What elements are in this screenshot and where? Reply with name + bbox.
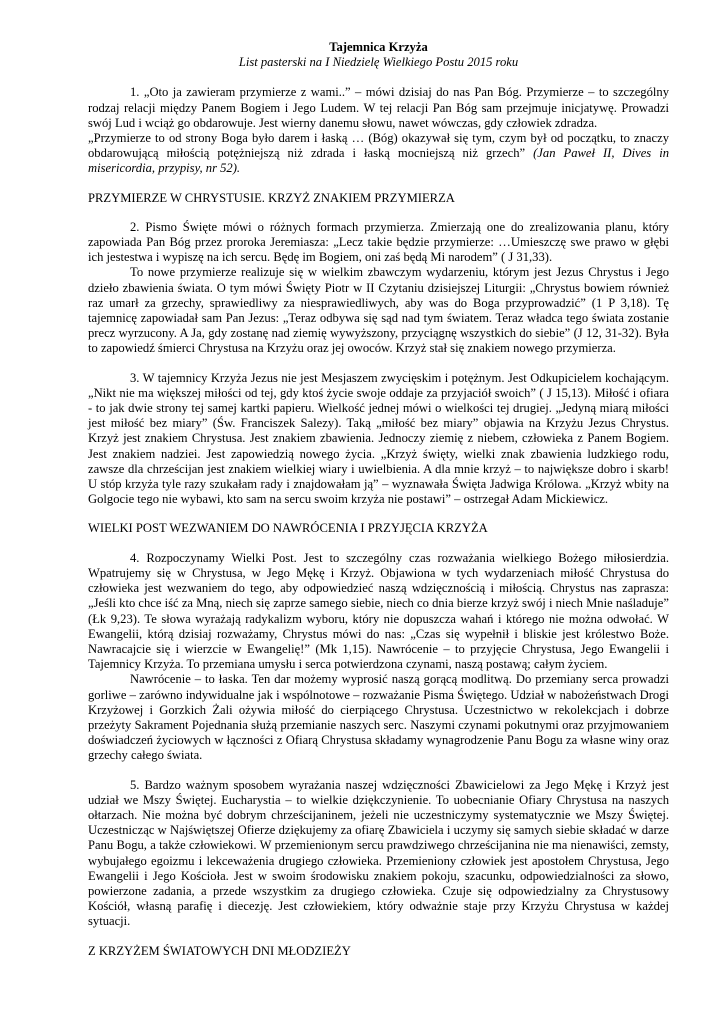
paragraph-3: 3. W tajemnicy Krzyża Jezus nie jest Mesjaszem zwycięskim i potężnym. Jest Odkupicielem kochającym. „Nikt nie ma większej miłości od tej, gdy ktoś życie swoje oddaje za przyjaciół swoich” ( J 15,13). Miłość i ofiara - to jak dwie strony tej samej kartki papieru. Wielkość jednej mówi o wielkości tej drugiej. „Jedyną miarą miłości jest miłość bez miary” (Św. Franciszek Salezy). Taką „miłość bez miary” objawia na Krzyżu Jezus Chrystus. Krzyż jest znakiem Chrystusa. Jest znakiem zbawienia. Jednoczy ziemię z niebem, człowieka z Panem Bogiem. Jest znakiem nadziei. Jest zapowiedzią nowego życia. „Krzyż święty, wielki znak zbawienia ludzkiego rodu, zawsze dla chrześcijan jest znakiem wielkiej wiary i uwielbienia. A dla mnie krzyż – to największe dobro i skarb! U stóp krzyża tyle razy szukałam rady i znajdowałam ją” – wyznawała Święta Jadwiga Królowa. „Krzyż wbity na Golgocie tego nie wybawi, kto sam na sercu swoim krzyża nie postawi” – ostrzegał Adam Mickiewicz. [88, 370, 669, 507]
document-subtitle: List pasterski na I Niedzielę Wielkiego Postu 2015 roku [238, 55, 519, 70]
paragraph-4: 4. Rozpoczynamy Wielki Post. Jest to szczególny czas rozważania wielkiego Bożego miłosierdzia. Wpatrujemy się w Chrystusa, w Jego Mękę i Krzyż. Objawiona w tych wydarzeniach miłość Chrystusa do człowieka jest wezwaniem do tego, aby odpowiedzieć naszą wdzięcznością i miłością. Chrystus nas zaprasza: „Jeśli kto chce iść za Mną, niech się zaprze samego siebie, niech co dnia bierze krzyż swój i niech Mnie naśladuje” (Łk 9,23). Te słowa wyrażają radykalizm wyboru, który nie dopuszcza wahań i którego nie można odwołać. W Ewangelii, którą dzisiaj rozważamy, Chrystus mówi do nas: „Czas się wypełnił i bliskie jest królestwo Boże. Nawracajcie się i wierzcie w Ewangelię!” (Mk 1,15). Nawrócenie – to przyjęcie Chrystusa, Jego Ewangelii i Tajemnicy Krzyża. To przemiana umysłu i serca potwierdzona czynami, naszą postawą; całym życiem. [88, 550, 669, 672]
paragraph-2b: To nowe przymierze realizuje się w wielkim zbawczym wydarzeniu, którym jest Jezus Chrystus i Jego dzieło zbawienia świata. O tym mówi Święty Piotr w II Czytaniu dzisiejszej Liturgii: „Chrystus bowiem również raz umarł za grzechy, sprawiedliwy za niesprawiedliwych, aby was do Boga przyprowadzić” (1 P 3,18). Tę tajemnicę zapowiadał sam Pan Jezus: „Teraz odbywa się sąd nad tym światem. Teraz władca tego świata zostanie precz wyrzucony. A Ja, gdy zostanę nad ziemię wywyższony, przyciągnę wszystkich do siebie” (J 12, 31-32). Była to zapowiedź śmierci Chrystusa na Krzyżu oraz jej owoców. Krzyż stał się znakiem nowego przymierza. [88, 265, 669, 356]
document-title: Tajemnica Krzyża [329, 40, 428, 54]
quote-citation: (Jan Paweł II, Dives in misericordia, przypisy, nr 52). [88, 146, 670, 176]
paragraph-1-quote [88, 131, 669, 177]
section-heading-2: WIELKI POST WEZWANIEM DO NAWRÓCENIA I PRZYJĘCIA KRZYŻA [88, 521, 488, 536]
section-heading-1 [88, 191, 669, 206]
section-heading-1-text: PRZYMIERZE W CHRYSTUSIE. KRZYŻ ZNAKIEM PRZYMIERZA [88, 190, 455, 205]
quote-text: „Przymierze to od strony Boga było darem i łaską … (Bóg) okazywał się tym, czym był od początku, to znaczy obdarowującą miłością potężniejszą niż zdrada i łaską mocniejszą niż grzech” [88, 131, 669, 161]
paragraph-5: 5. Bardzo ważnym sposobem wyrażania naszej wdzięczności Zbawicielowi za Jego Mękę i Krzyż jest udział we Mszy Świętej. Eucharystia – to wielkie dziękczynienie. To uobecnianie Ofiary Chrystusa na naszych ołtarzach. Nie można być dobrym chrześcijaninem, jeżeli nie uczestniczymy systematycznie we Mszy Świętej. Uczestnicząc w Najświętszej Ofierze dziękujemy za ofiarę Zbawiciela i uczymy się samych siebie składać w darze Panu Bogu, a także człowiekowi. W przemienionym sercu prawdziwego chrześcijanina nie ma nienawiści, zemsty, wybujałego egoizmu i lekceważenia drugiego człowieka. Przemieniony człowiek jest apostołem Chrystusa, Jego Ewangelii i Jego Kościoła. Jest w swoim środowisku znakiem pokoju, szacunku, odpowiedzialności za słowo, powierzone zadania, a przede wszystkim za drugiego człowieka. Czuje się odpowiedzialny za Chrystusowy Kościół, własną parafię i diecezję. Jest człowiekiem, który odważnie staje przy Krzyżu Chrystusa w każdej sytuacji. [88, 777, 669, 929]
section-heading-3: Z KRZYŻEM ŚWIATOWYCH DNI MŁODZIEŻY [88, 943, 351, 958]
paragraph-4b: Nawrócenie – to łaska. Ten dar możemy wyprosić naszą gorącą modlitwą. Do przemiany serca prowadzi gorliwe – zarówno indywidualne jak i wspólnotowe – rozważanie Pisma Świętego. Udział w nabożeństwach Drogi Krzyżowej i Gorzkich Żali ożywia miłość do cierpiącego Chrystusa. Uczestnictwo w rekolekcjach i dobrze przeżyty Sakrament Pojednania służą przemianie naszych serc. Naszymi czynami pokutnymi oraz przyjmowaniem doświadczeń życiowych w łączności z Ofiarą Chrystusa składamy wynagrodzenie Panu Bogu za własne winy oraz grzechy całego świata. [88, 672, 669, 763]
paragraph-1: 1. „Oto ja zawieram przymierze z wami..” – mówi dzisiaj do nas Pan Bóg. Przymierze – to szczególny rodzaj relacji między Panem Bogiem i Jego Ludem. W tej relacji Pan Bóg sam przejmuje inicjatywę. Prowadzi swój Lud i wciąż go obdarowuje. Jest wierny danemu słowu, nawet wówczas, gdy człowiek zdradza. [88, 85, 669, 130]
paragraph-2: 2. Pismo Święte mówi o różnych formach przymierza. Zmierzają one do zrealizowania planu, który zapowiada Pan Bóg przez proroka Jeremiasza: „Lecz takie będzie przymierze: …Umieszczę swe prawo w głębi ich jestestwa i wypiszę na ich sercu. Będę im Bogiem, oni zaś będą Mi narodem” ( J 31,33). [88, 219, 669, 265]
